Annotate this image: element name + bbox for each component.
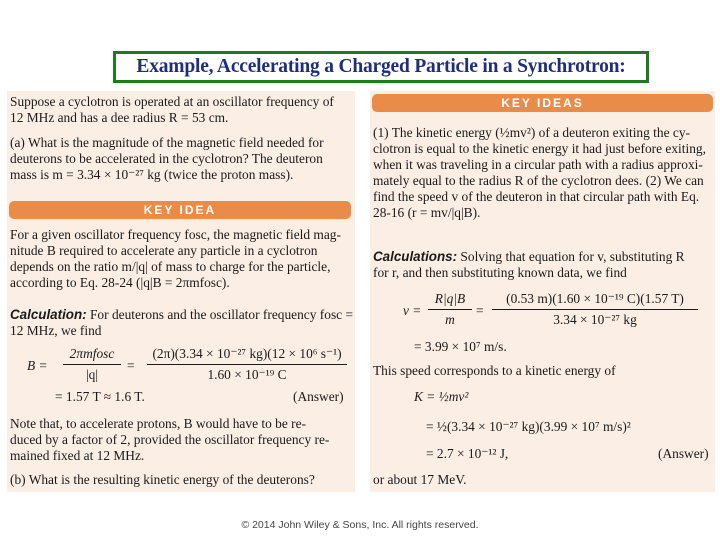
question-a-line-1: (a) What is the magnitude of the magnetic field needed for xyxy=(10,135,324,150)
equation-v-equals: = xyxy=(476,303,484,318)
equation-v-fraction-line-2 xyxy=(492,309,698,310)
answer-label-a: (Answer) xyxy=(293,389,344,404)
slide-title: Example, Accelerating a Charged Particle in a Synchrotron: xyxy=(136,56,626,77)
question-a-line-3: mass is m = 3.34 × 10⁻²⁷ kg (twice the proton mass). xyxy=(10,167,294,182)
ideas-line-4: mately equal to the radius R of the cyclotron dees. (2) We can xyxy=(373,173,704,188)
note-line-3: mained fixed at 12 MHz. xyxy=(10,448,145,463)
equation-k-line-2: = ½(3.34 × 10⁻²⁷ kg)(3.99 × 10⁷ m/s)² xyxy=(426,419,631,434)
ideas-line-3: when it was traveling in a circular path with a radius approxi- xyxy=(373,157,703,172)
equation-v-numerator-2: (0.53 m)(1.60 × 10⁻¹⁹ C)(1.57 T) xyxy=(506,291,684,306)
calculations-line-2: for r, and then substituting known data, we find xyxy=(373,265,627,280)
equation-b-lhs: B = xyxy=(27,358,48,373)
equation-v-numerator-1: R|q|B xyxy=(434,291,466,306)
answer-label-b: (Answer) xyxy=(658,446,709,461)
ideas-line-5: find the speed v of the deuteron in that circular path with Eq. xyxy=(373,189,700,204)
equation-v-denominator-1: m xyxy=(445,312,455,327)
calculation-text-1: For deuterons and the oscillator frequency fosc = xyxy=(86,307,353,322)
equation-v-denominator-2: 3.34 × 10⁻²⁷ kg xyxy=(553,312,637,327)
closing-line: or about 17 MeV. xyxy=(373,472,467,487)
copyright-footer: © 2014 John Wiley & Sons, Inc. All rights reserved. xyxy=(241,519,479,531)
equation-v-lhs: v = xyxy=(403,303,422,318)
equation-k-line-3: = 2.7 × 10⁻¹² J, xyxy=(426,446,509,461)
equation-b-result: = 1.57 T ≈ 1.6 T. xyxy=(55,389,145,404)
key-idea-banner: KEY IDEA xyxy=(9,201,351,219)
key-idea-line-4: according to Eq. 28-24 (|q|B = 2πmfosc). xyxy=(10,275,230,290)
kinetic-energy-intro: This speed corresponds to a kinetic energy of xyxy=(373,363,616,378)
ideas-line-6: 28-16 (r = mv/|q|B). xyxy=(373,205,481,220)
equation-v-result: = 3.99 × 10⁷ m/s. xyxy=(414,339,507,354)
note-line-2: duced by a factor of 2, provided the oscillator frequency re- xyxy=(10,432,330,447)
ideas-line-1: (1) The kinetic energy (½mv²) of a deuteron exiting the cy- xyxy=(373,125,690,140)
equation-b-denominator-2: 1.60 × 10⁻¹⁹ C xyxy=(207,367,287,382)
note-line-1: Note that, to accelerate protons, B would have to be re- xyxy=(10,416,306,431)
equation-k-line-1: K = ½mv² xyxy=(414,389,469,404)
equation-v-fraction-line-1 xyxy=(428,309,472,310)
question-b: (b) What is the resulting kinetic energy of the deuterons? xyxy=(10,472,315,487)
question-a-line-2: deuterons to be accelerated in the cyclotron? The deuteron xyxy=(10,151,323,166)
equation-b-fraction-line-2 xyxy=(147,364,347,365)
equation-b-fraction-line-1 xyxy=(63,364,121,365)
calculations-line-1 xyxy=(373,249,685,265)
equation-b-numerator-1: 2πmfosc xyxy=(69,346,115,361)
intro-line-2: 12 MHz and has a dee radius R = 53 cm. xyxy=(10,110,229,125)
slide-title-box xyxy=(113,51,649,83)
calculation-line-2: 12 MHz, we find xyxy=(10,323,102,338)
key-idea-line-1: For a given oscillator frequency fosc, the magnetic field mag- xyxy=(10,227,341,242)
calculation-label: Calculation: xyxy=(10,307,87,322)
equation-b-numerator-2: (2π)(3.34 × 10⁻²⁷ kg)(12 × 10⁶ s⁻¹) xyxy=(152,346,342,361)
key-ideas-banner: KEY IDEAS xyxy=(372,94,713,112)
equation-b-equals: = xyxy=(127,358,135,373)
calculations-text-1: Solving that equation for v, substituting R xyxy=(457,249,685,264)
calculation-line-1 xyxy=(10,307,353,323)
intro-line-1: Suppose a cyclotron is operated at an oscillator frequency of xyxy=(10,94,334,109)
left-panel xyxy=(7,91,355,492)
ideas-line-2: clotron is equal to the kinetic energy it had just before exiting, xyxy=(373,141,706,156)
right-panel xyxy=(370,91,715,492)
calculations-label: Calculations: xyxy=(373,249,458,264)
key-idea-line-3: depends on the ratio m/|q| of mass to charge for the particle, xyxy=(10,259,331,274)
key-idea-line-2: nitude B required to accelerate any particle in a cyclotron xyxy=(10,243,318,258)
equation-b-denominator-1: |q| xyxy=(85,367,99,382)
